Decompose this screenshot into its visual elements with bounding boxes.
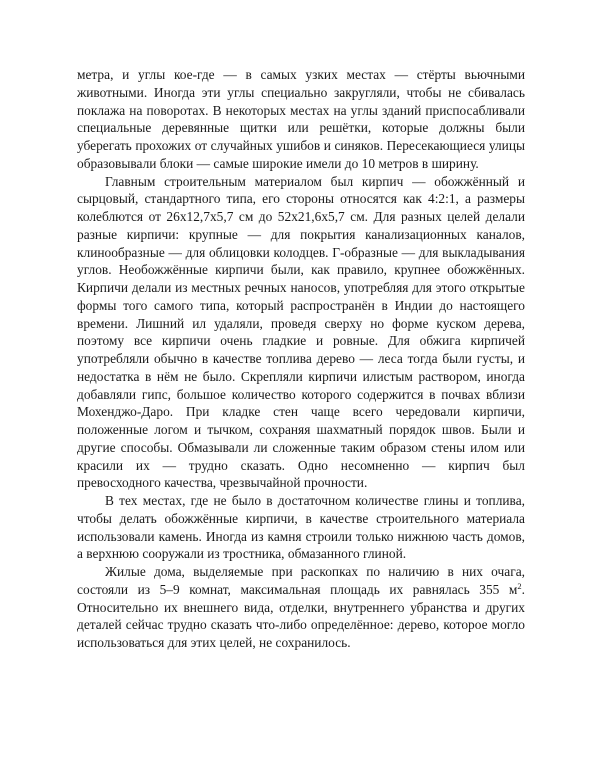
paragraph-4-text-end: . Относительно их внешнего вида, отделки, внутреннего убранства и других деталей сейчас трудно сказать что-либо определённое: дерево, которое могло использоваться для этих целей, не сохранилось.	[77, 581, 525, 650]
document-page	[77, 66, 525, 652]
superscript-2: 2	[517, 580, 522, 591]
paragraph-1: метра, и углы кое-где — в самых узких местах — стёрты вьючными животными. Иногда эти углы специально закругляли, чтобы не сбивалась поклажа на поворотах. В некоторых местах на углы зданий приспосабливали специальные деревянные щитки или решётки, которые должны были уберегать прохожих от случайных ушибов и синяков. Пересекающиеся улицы образовывали блоки — самые широкие имели до 10 метров в ширину.	[77, 67, 525, 171]
paragraph-4-text: Жилые дома, выделяемые при раскопках по наличию в них очага, состояли из 5–9 комнат, максимальная площадь их равнялась 355 м	[77, 564, 525, 597]
paragraph-2: Главным строительным материалом был кирпич — обожжённый и сырцовый, стандартного типа, его стороны относятся как 4:2:1, а размеры колеблются от 26х12,7х5,7 см до 52х21,6х5,7 см. Для разных целей делали разные кирпичи: крупные — для покрытия канализационных каналов, клинообразные — для облицовки колодцев. Г-образные — для выкладывания углов. Необожжённые кирпичи были, как правило, крупнее обожжённых. Кирпичи делали из местных речных наносов, употребляя для этого открытые формы того самого типа, который распространён в Индии до настоящего времени. Лишний ил удаляли, проведя сверху но форме куском дерева, поэтому все кирпичи очень гладкие и ровные. Для обжига кирпичей употребляли обычно в качестве топлива дерево — леса тогда были густы, и недостатка в нём не было. Скрепляли кирпичи илистым раствором, иногда добавляли гипс, большое количество которого содержится в почвах вблизи Мохенджо-Даро. При кладке стен чаще всего чередовали кирпичи, положенные логом и тычком, сохраняя шахматный порядок швов. Были и другие способы. Обмазывали ли сложенные таким образом стены илом или красили их — трудно сказать. Одно несомненно — кирпич был превосходного качества, чрезвычайной прочности.	[77, 173, 525, 491]
paragraph-4	[77, 563, 525, 652]
paragraph-3: В тех местах, где не было в достаточном количестве глины и топлива, чтобы делать обожжённые кирпичи, в качестве строительного материала использовали камень. Иногда из камня строили только нижнюю часть домов, а верхнюю сооружали из тростника, обмазанного глиной.	[77, 493, 525, 562]
